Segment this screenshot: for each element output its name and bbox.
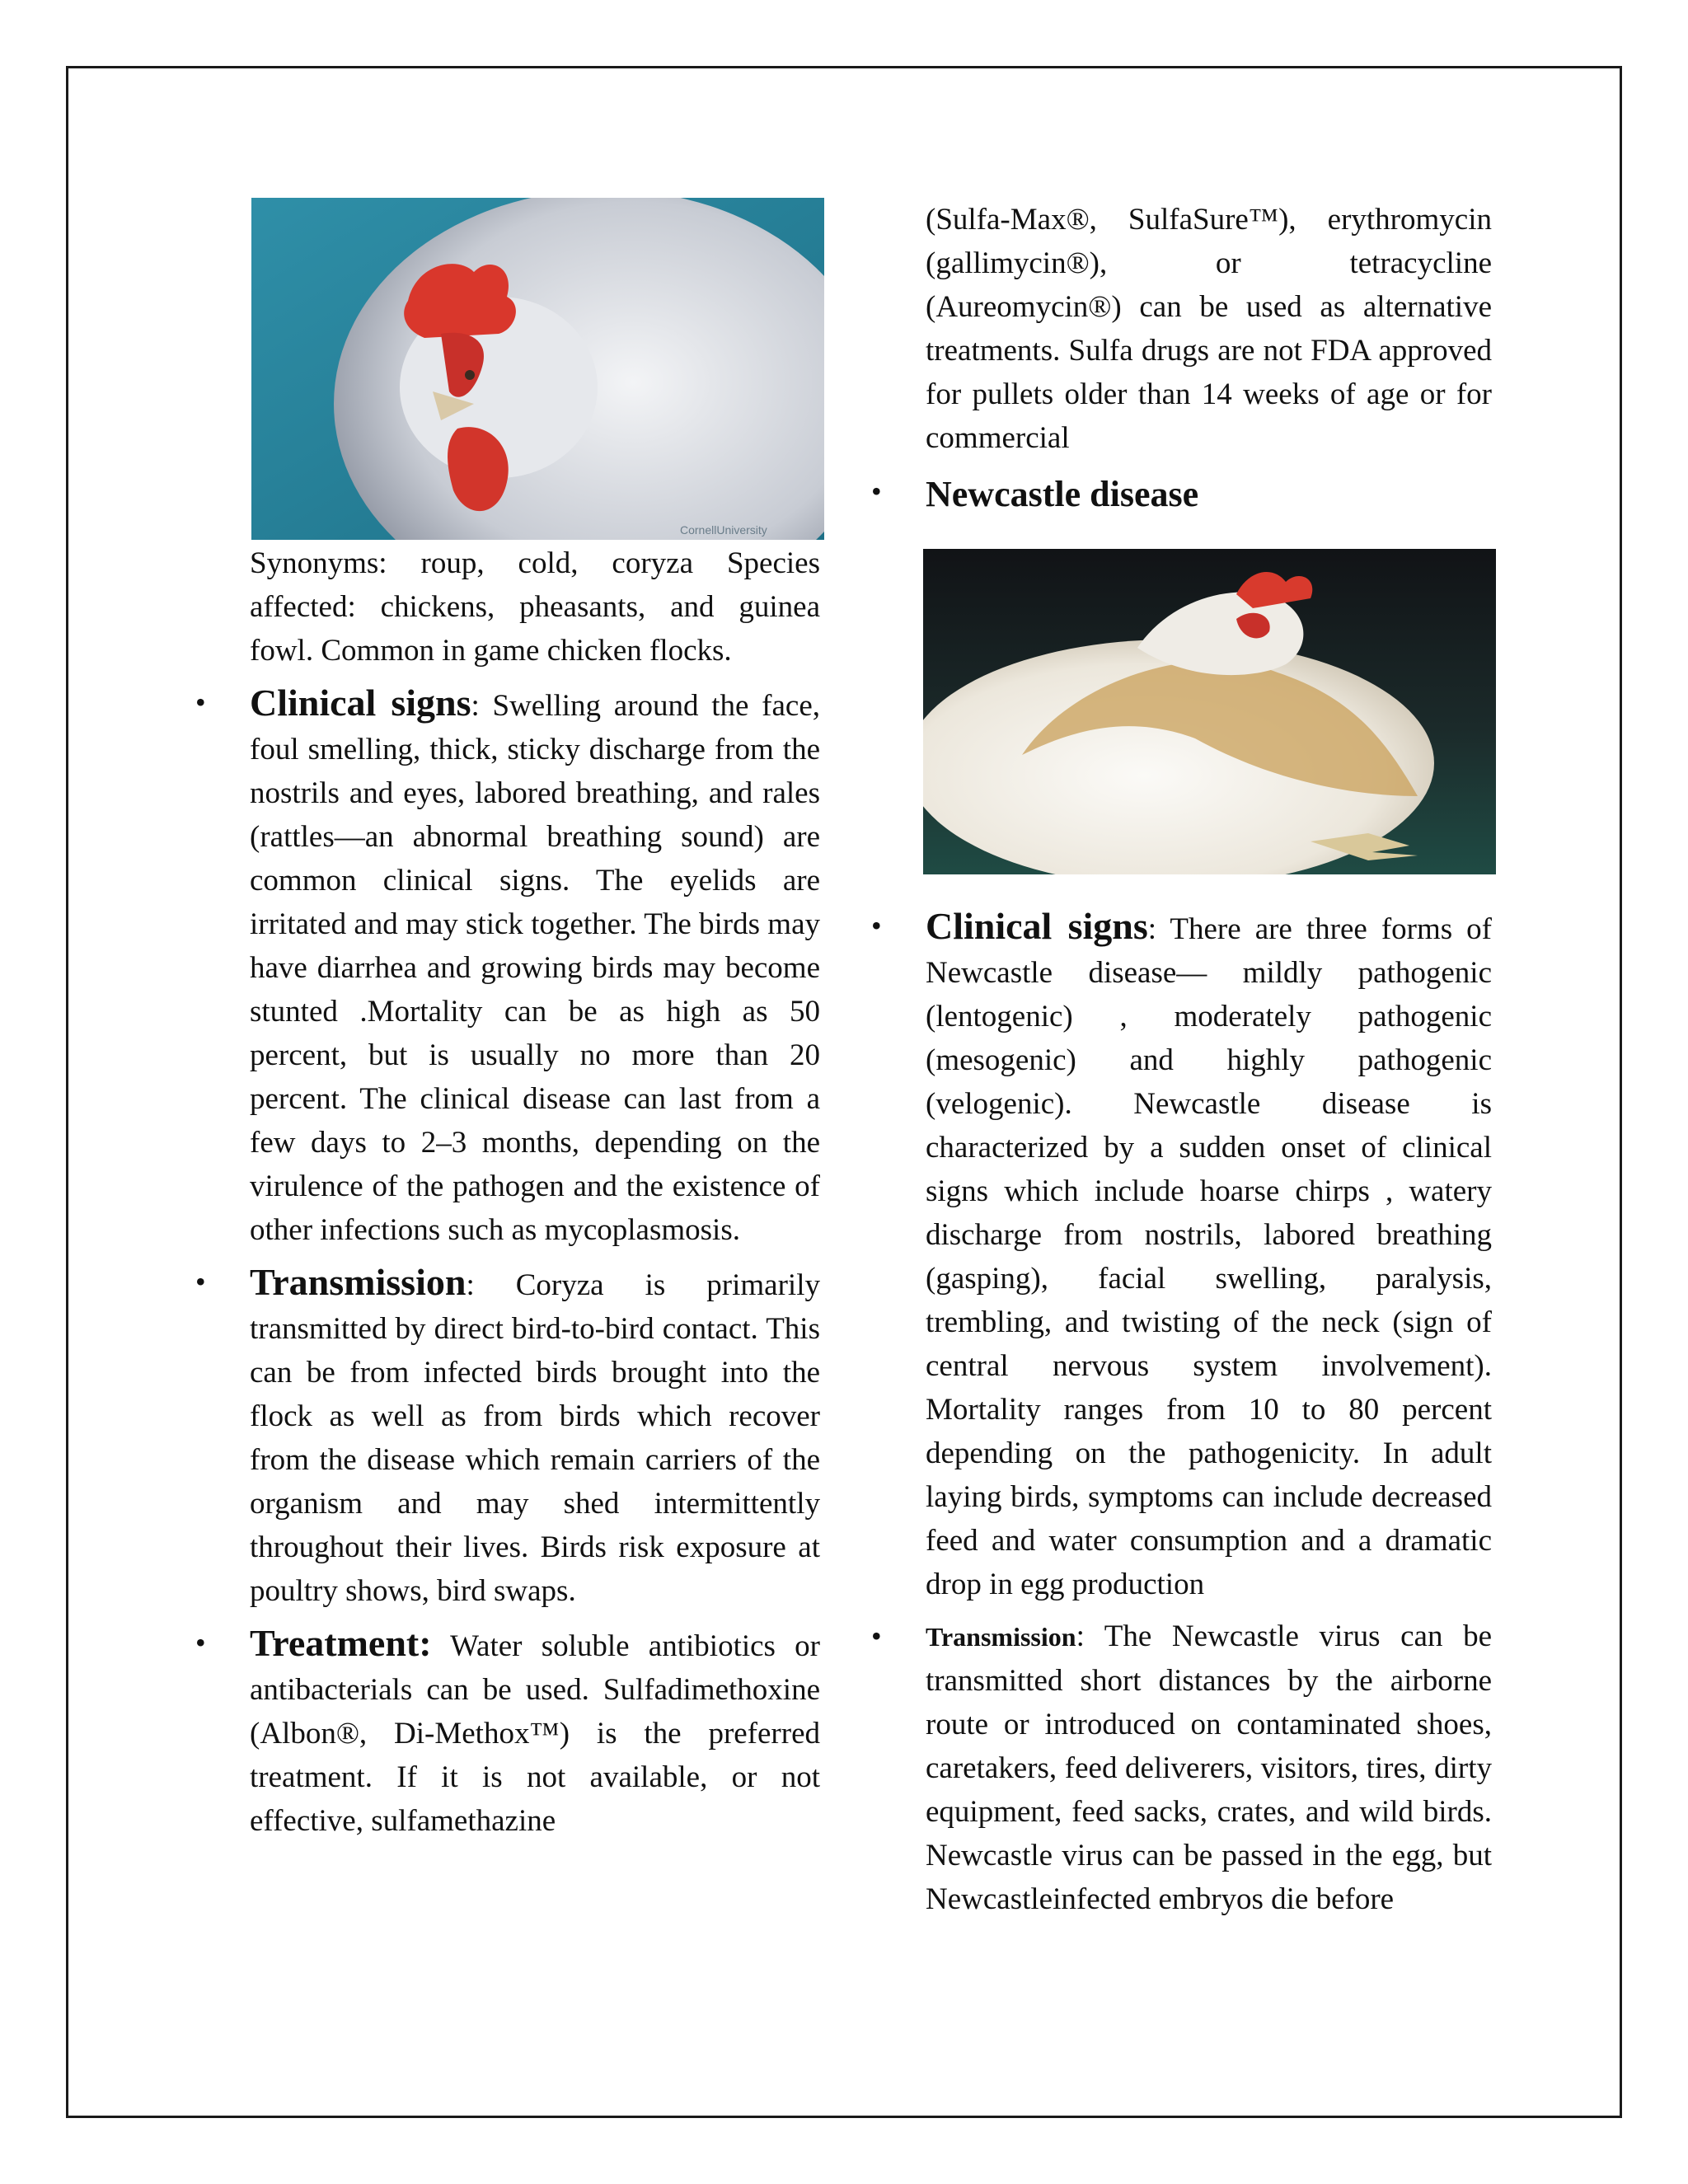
clinical-signs-text: Swelling around the face, foul smelling, thick, sticky discharge from the nostrils and eyes, labored breathing, and rales (rattles—an abnormal breathing sound) are common clinical signs. The eyelids are irritated and may stick together. The birds may have diarrhea and growing birds may become stunted .Mortality can be as high as 50 percent, but is usually no more than 20 percent. The clinical disease can last from a few days to 2–3 months, depending on the virulence of the pathogen and the existence of other infections such as mycoplasmosis. (250, 689, 820, 1247)
list-item-treatment (185, 1621, 820, 1843)
newcastle-transmission-text: The Newcastle virus can be transmitted short distances by the airborne route or introduced on contaminated shoes, caretakers, feed deliverers, visitors, tires, dirty equipment, feed sacks, crates, and wild birds. Newcastle virus can be passed in the egg, but Newcastleinfected embryos die before (926, 1619, 1492, 1916)
left-bullet-list (185, 681, 820, 1843)
right-column (861, 198, 1492, 1929)
newcastle-transmission-separator: : (1076, 1619, 1085, 1653)
newcastle-clinical-signs-heading: Clinical signs (926, 905, 1148, 947)
section-title-list (861, 470, 1492, 519)
transmission-text: Coryza is primarily transmitted by direct bird-to-bird contact. This can be from infected birds brought into the flock as well as from birds which recover from the disease which remain carriers of the organism and may shed intermittently throughout their lives. Birds risk exposure at poultry shows, bird swaps. (250, 1268, 820, 1608)
list-item-newcastle (861, 470, 1492, 519)
transmission-heading: Transmission (250, 1261, 467, 1303)
bullet-icon: • (871, 475, 882, 508)
bullet-icon: • (195, 686, 206, 719)
transmission-separator: : (466, 1268, 475, 1302)
treatment-text: Water soluble antibiotics or antibacterials can be used. Sulfadimethoxine (Albon®, Di-Methox™) is the preferred treatment. If it is not available, or not effective, sulfamethazine (250, 1629, 820, 1838)
synonyms-paragraph: Synonyms: roup, cold, coryza Species affected: chickens, pheasants, and guinea fowl. Common in game chicken flocks. (250, 546, 820, 668)
bullet-icon: • (871, 1619, 882, 1652)
list-item-newcastle-transmission (861, 1615, 1492, 1921)
list-item-transmission (185, 1260, 820, 1613)
continued-paragraph: (Sulfa-Max®, SulfaSure™), erythromycin (gallimycin®), or tetracycline (Aureomycin®) can be used as alternative treatments. Sulfa drugs are not FDA approved for pullets older than 14 weeks of age or for commercial (926, 203, 1492, 455)
left-column (185, 198, 820, 1851)
bullet-icon: • (195, 1265, 206, 1298)
chicken-coryza-photo (251, 198, 824, 540)
newcastle-section-title: Newcastle disease (926, 474, 1199, 514)
clinical-signs-separator: : (471, 689, 480, 723)
list-item-newcastle-clinical-signs (861, 904, 1492, 1606)
list-item-clinical-signs (185, 681, 820, 1252)
clinical-signs-heading: Clinical signs (250, 682, 471, 724)
bullet-icon: • (195, 1626, 206, 1659)
treatment-heading: Treatment: (250, 1622, 432, 1664)
newcastle-transmission-heading: Transmission (926, 1622, 1076, 1652)
photo-watermark: CornellUniversity (680, 523, 767, 537)
right-bullet-list (861, 904, 1492, 1921)
newcastle-clinical-signs-text: There are three forms of Newcastle disease— mildly pathogenic (lentogenic) , moderately pathogenic (mesogenic) and highly pathogenic (velogenic). Newcastle disease is characterized by a sudden onset of clinical signs which include hoarse chirps , watery discharge from nostrils, labored breathing (gasping), facial swelling, paralysis, trembling, and twisting of the neck (sign of central nervous system involvement). Mortality ranges from 10 to 80 percent depending on the pathogenicity. In adult laying birds, symptoms can include decreased feed and water consumption and a dramatic drop in egg production (926, 912, 1492, 1601)
bullet-icon: • (871, 909, 882, 942)
chicken-newcastle-photo (923, 549, 1496, 874)
newcastle-clinical-signs-separator: : (1147, 912, 1157, 946)
